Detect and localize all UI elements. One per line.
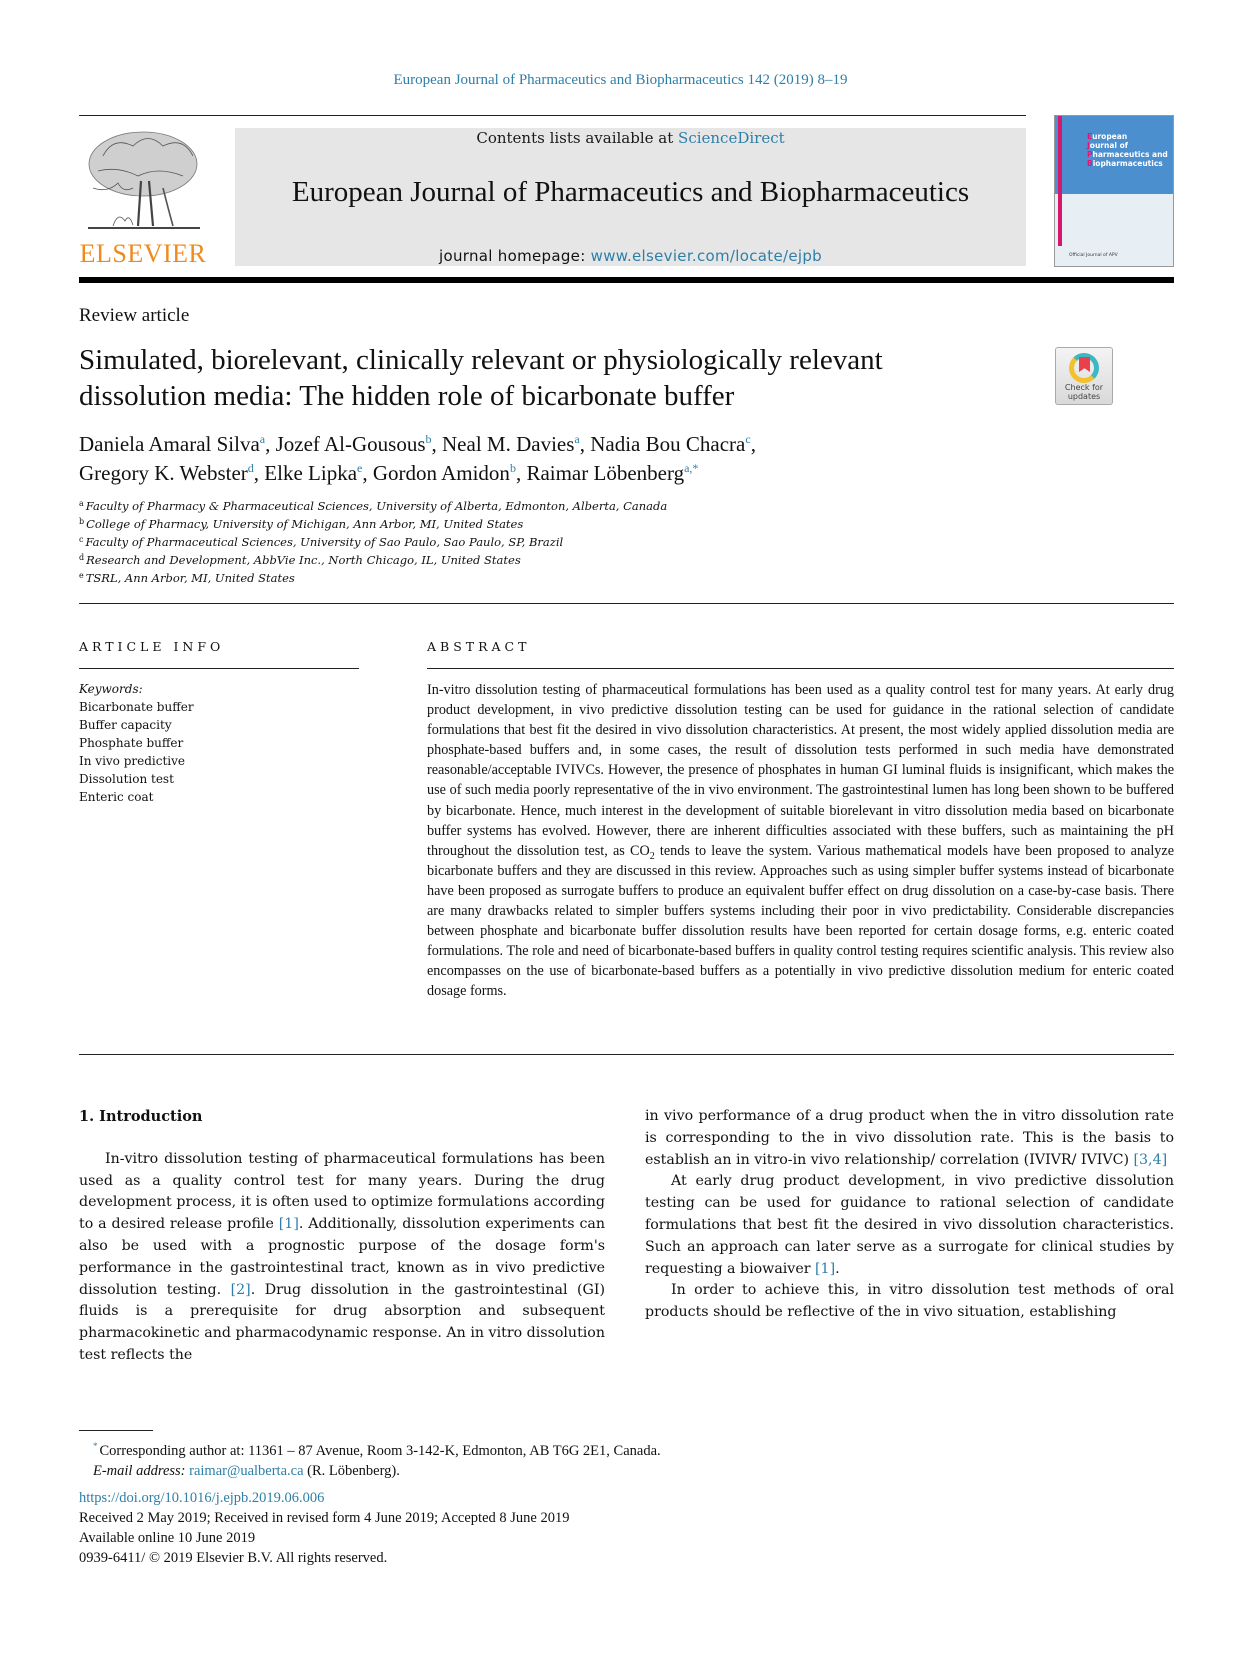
crossmark-label: [1056, 383, 1112, 401]
cover-word: ournal of: [1089, 141, 1128, 150]
keywords-label: Keywords:: [79, 682, 143, 696]
journal-banner: [235, 128, 1026, 266]
article-info-heading: ARTICLE INFO: [79, 639, 225, 654]
body-column-left: [79, 1106, 605, 1367]
article-info-rule: [79, 668, 359, 669]
journal-title: European Journal of Pharmaceutics and Biopharmaceutics: [291, 176, 970, 208]
author[interactable]: [442, 432, 580, 456]
author-separator: ,: [431, 432, 443, 456]
cover-word: harmaceutics and: [1092, 150, 1168, 159]
abstract-rule: [427, 668, 1174, 669]
paragraph-text: In-vitro dissolution testing of pharmaceutical formulations has been used as a quality control test for many years. During the drug development process, it is often used to optimize formulations according to a desired release profile: [79, 1150, 605, 1233]
paragraph-text: . Additionally, dissolution experiments can also be used with a prognostic purpose of the dosage form's performance in the gastrointestinal tract, known as in vivo predictive dissolution testing.: [79, 1216, 606, 1298]
citation-link[interactable]: [1]: [815, 1260, 836, 1277]
author-separator: ,: [265, 432, 276, 456]
affiliation-text: College of Pharmacy, University of Michigan, Ann Arbor, MI, United States: [86, 517, 524, 531]
cover-pink-stripe: [1058, 116, 1062, 246]
elsevier-wordmark: ELSEVIER: [79, 239, 207, 268]
paragraph-text: . Drug dissolution in the gastrointestinal (GI) fluids is a prerequisite for drug absorption and subsequent pharmacokinetic and pharmacodynamic response. An in vitro dissolution test reflects the: [79, 1281, 605, 1363]
contents-prefix: Contents lists available at: [476, 129, 679, 147]
affiliation: [79, 533, 979, 551]
citation-link[interactable]: [2]: [230, 1281, 251, 1298]
corresponding-author-line: [93, 1436, 979, 1461]
cover-word: uropean: [1092, 132, 1128, 141]
paragraph: [645, 1171, 1174, 1280]
homepage-link[interactable]: www.elsevier.com/locate/ejpb: [590, 247, 822, 265]
keyword: Enteric coat: [79, 790, 154, 804]
cover-initial: J: [1087, 141, 1090, 150]
author-separator: ,: [362, 461, 373, 485]
affiliation: [79, 569, 979, 587]
publication-info: [79, 1488, 979, 1568]
author-name: Neal M. Davies: [442, 432, 575, 456]
cover-initial: P: [1087, 150, 1093, 159]
citation-link[interactable]: [3,4]: [1133, 1151, 1168, 1168]
abstract-text: [427, 680, 1174, 1002]
author-name: Elke Lipka: [264, 461, 358, 485]
affiliation: [79, 551, 979, 569]
cover-footer: Official Journal of APV: [1069, 253, 1118, 258]
email-label: E-mail address:: [93, 1462, 186, 1479]
email-line: [93, 1461, 979, 1481]
author[interactable]: [526, 461, 698, 485]
header-rule: [79, 115, 1026, 116]
keyword: Bicarbonate buffer: [79, 700, 194, 714]
journal-cover-thumbnail[interactable]: [1054, 115, 1174, 267]
author[interactable]: [79, 432, 265, 456]
affiliation-text: TSRL, Ann Arbor, MI, United States: [85, 571, 295, 585]
author-name: Raimar Löbenberg: [526, 461, 685, 485]
cover-title: [1087, 132, 1168, 168]
keyword: Dissolution test: [79, 772, 174, 786]
paragraph: [645, 1106, 1174, 1171]
footnote-marker: *: [93, 1441, 98, 1451]
abstract-part: tends to leave the system. Various mathematical models have been proposed to analyze bicarbonate buffers and they are discussed in this review. Approaches such as using simpler buffer systems instead of bicarbonate have been proposed as surrogate buffers to produce an equivalent buffer effect on drug dissolution on a case-by-case basis. There are many drawbacks related to simpler buffers systems including their poor in vivo predictability. Considerable discrepancies between phosphate and bicarbonate buffer dissolution results have been reported for certain dosage forms, e.g. enteric coated formulations. The role and need of bicarbonate-based buffers in quality control testing requires scientific analysis. This review also encompasses on the use of bicarbonate-based buffers as a potentially in vivo predictive dissolution medium for enteric coated dosage forms.: [427, 842, 1174, 1000]
contents-available: [235, 128, 1026, 148]
sciencedirect-link[interactable]: ScienceDirect: [678, 129, 785, 147]
author-name: Daniela Amaral Silva: [79, 432, 260, 456]
article-history: Received 2 May 2019; Received in revised form 4 June 2019; Accepted 8 June 2019: [79, 1510, 570, 1526]
elsevier-logo[interactable]: [79, 126, 207, 268]
article-type: Review article: [79, 305, 190, 326]
affiliation-text: Research and Development, AbbVie Inc., North Chicago, IL, United States: [86, 553, 521, 567]
author-name: Jozef Al-Gousous: [275, 432, 426, 456]
check-for-updates-button[interactable]: [1055, 347, 1113, 405]
affiliation: [79, 497, 979, 515]
doi-link[interactable]: https://doi.org/10.1016/j.ejpb.2019.06.006: [79, 1490, 325, 1506]
author[interactable]: [264, 461, 362, 485]
keyword: Phosphate buffer: [79, 736, 184, 750]
section-rule: [79, 603, 1174, 604]
paragraph-text: At early drug product development, in vivo predictive dissolution testing can be used for guidance to rational selection of candidate formulations that best fit the desired in vivo dissolution characteristics. Such an approach can later serve as a surrogate for clinical studies by requesting a biowaiver: [645, 1173, 1174, 1277]
section-heading-introduction: 1. Introduction: [79, 1108, 203, 1125]
copyright: 0939-6411/ © 2019 Elsevier B.V. All rights reserved.: [79, 1550, 388, 1566]
affiliation-key: e: [79, 571, 84, 580]
author-separator: ,: [579, 432, 591, 456]
affiliation-marker[interactable]: a: [574, 432, 580, 446]
affiliation-key: b: [79, 517, 85, 526]
author-name: Gordon Amidon: [372, 461, 510, 485]
article-title: Simulated, biorelevant, clinically relevant or physiologically relevant dissolution media: The hidden role of bicarbonate buffer: [79, 344, 883, 412]
citation-link[interactable]: [1]: [278, 1216, 299, 1233]
paragraph-text: in vivo performance of a drug product when the in vitro dissolution rate is corresponding to the in vivo dissolution rate. This is the basis to establish an in vitro-in vivo relationship/ correlation (IVIVR/ IVIVC): [645, 1108, 1174, 1168]
running-header[interactable]: European Journal of Pharmaceutics and Biopharmaceutics 142 (2019) 8–19: [393, 72, 848, 88]
corresponding-text: Corresponding author at: 11361 – 87 Avenue, Room 3-142-K, Edmonton, AB T6G 2E1, Canada.: [99, 1442, 661, 1459]
abstract-part: In-vitro dissolution testing of pharmaceutical formulations has been used as a quality control test for many years. At early drug product development, in vivo predictive dissolution testing can be used for guidance in the rational selection of candidate formulations that best fit the desired in vivo dissolution characteristics. At present, the most widely applied dissolution media are phosphate-based buffers and, in some cases, the result of dissolution tests performed in such media have demonstrated reasonable/acceptable IVIVCs. However, the presence of phosphates in human GI luminal fluids is insignificant, which makes the use of such media poorly representative of the in vivo environment. The gastrointestinal lumen has long been shown to be buffered by bicarbonate. Hence, much interest in the development of suitable biorelevant in vitro dissolution media based on bicarbonate buffer systems has evolved. However, there are inherent difficulties associated with these buffers, such as maintaining the pH throughout the dissolution test, as CO: [427, 682, 1174, 859]
keyword: In vivo predictive: [79, 754, 186, 768]
affiliation-marker[interactable]: b: [509, 461, 516, 475]
elsevier-tree-icon: [83, 126, 205, 234]
affiliation-key: a: [79, 499, 84, 508]
author[interactable]: [590, 432, 750, 456]
keywords-list: [79, 680, 359, 806]
author-name: Nadia Bou Chacra: [590, 432, 746, 456]
body-column-right: [645, 1106, 1174, 1324]
abstract-heading: ABSTRACT: [427, 639, 531, 654]
author-separator: ,: [253, 461, 265, 485]
affiliation-marker[interactable]: c: [745, 432, 751, 446]
footnote-rule: [79, 1430, 153, 1431]
affiliation-marker[interactable]: a,*: [684, 461, 699, 475]
affiliation-key: c: [79, 535, 84, 544]
crossmark-label-line2: updates: [1067, 392, 1101, 401]
crossmark-label-line1: Check for: [1064, 383, 1104, 392]
affiliation-list: [79, 497, 979, 587]
author-separator: ,: [515, 461, 527, 485]
author[interactable]: [373, 461, 516, 485]
corresponding-author-footnote: [79, 1436, 979, 1481]
cover-initial: E: [1087, 132, 1093, 141]
keyword: Buffer capacity: [79, 718, 172, 732]
paragraph-text: .: [835, 1260, 840, 1277]
homepage-prefix: journal homepage:: [439, 247, 591, 265]
author-name: Gregory K. Webster: [79, 461, 248, 485]
email-suffix: (R. Löbenberg).: [303, 1462, 400, 1479]
paragraph: [79, 1149, 605, 1367]
abstract-bottom-rule: [79, 1054, 1174, 1055]
author[interactable]: [79, 461, 254, 485]
available-online: Available online 10 June 2019: [79, 1530, 256, 1546]
affiliation-text: Faculty of Pharmaceutical Sciences, University of Sao Paulo, Sao Paulo, SP, Brazil: [85, 535, 564, 549]
cover-word: iopharmaceutics: [1092, 159, 1163, 168]
author-list: [79, 430, 979, 488]
affiliation-text: Faculty of Pharmacy & Pharmaceutical Sciences, University of Alberta, Edmonton, Alberta, Canada: [85, 499, 668, 513]
affiliation-marker[interactable]: d: [247, 461, 254, 475]
cover-initial: B: [1087, 159, 1093, 168]
affiliation-marker[interactable]: e: [357, 461, 363, 475]
journal-homepage: [235, 246, 1026, 266]
paragraph: In order to achieve this, in vitro dissolution test methods of oral products should be reflective of the in vivo situation, establishing: [645, 1282, 1174, 1321]
author-separator: ,: [750, 432, 756, 456]
masthead-thick-rule: [79, 277, 1174, 283]
affiliation-marker[interactable]: a: [259, 432, 266, 446]
affiliation: [79, 515, 979, 533]
affiliation-key: d: [79, 553, 85, 562]
author[interactable]: [276, 432, 432, 456]
email-link[interactable]: raimar@ualberta.ca: [189, 1462, 304, 1479]
co2-subscript: 2: [649, 850, 655, 862]
affiliation-marker[interactable]: b: [425, 432, 432, 446]
